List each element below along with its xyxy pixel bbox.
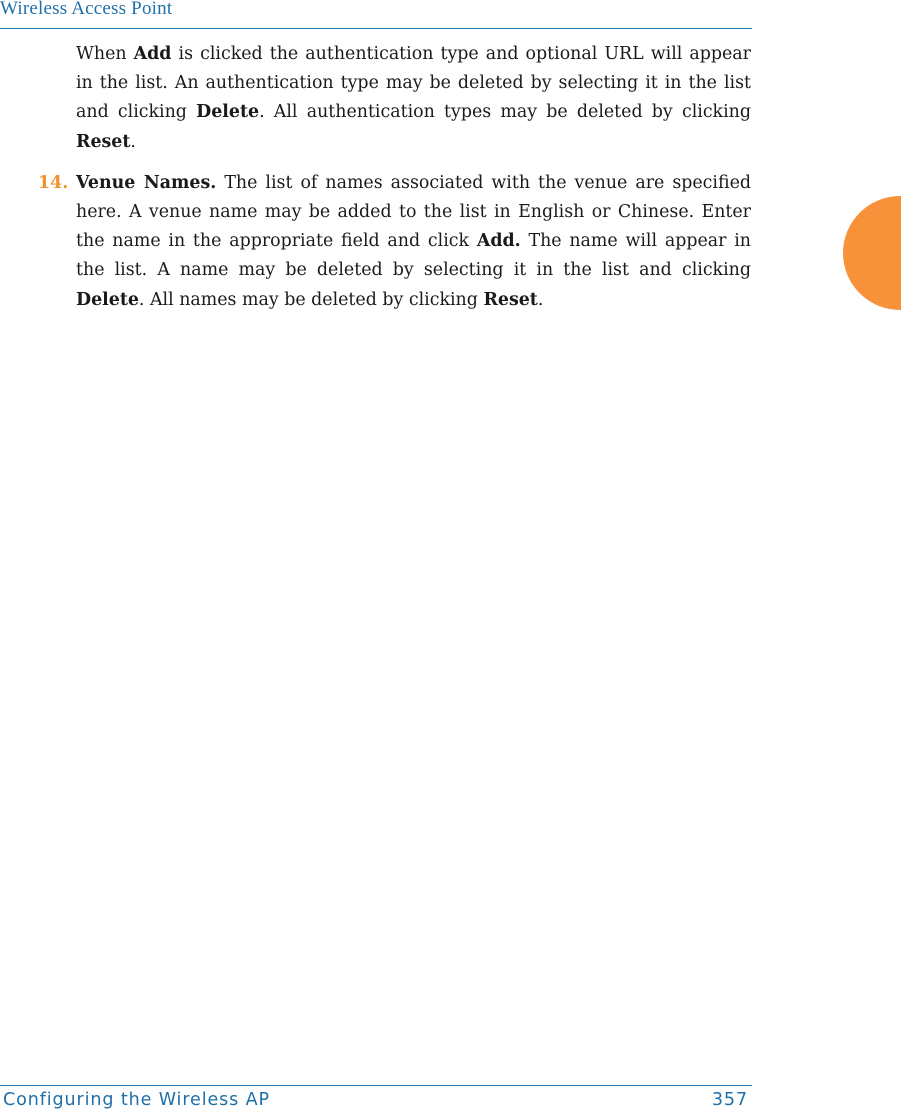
bold-term-reset: Reset bbox=[483, 289, 538, 310]
bold-term-reset: Reset bbox=[76, 131, 131, 152]
page-content bbox=[38, 40, 752, 315]
text-run: is clicked the authentication type and optional URL will appear in the list. An authentication type may be deleted by selecting it in the list and clicking bbox=[76, 44, 751, 123]
text-run: . bbox=[130, 131, 136, 152]
bold-term-add: Add. bbox=[476, 231, 521, 252]
text-run: When bbox=[76, 44, 134, 64]
bold-term-delete: Delete bbox=[76, 289, 139, 310]
page-number: 357 bbox=[711, 1090, 748, 1110]
chapter-tab-marker bbox=[843, 196, 901, 310]
bold-term-add: Add bbox=[133, 44, 172, 64]
text-run: . All authentication types may be deleted by clicking bbox=[259, 102, 751, 123]
list-item-venue-names bbox=[38, 169, 752, 315]
text-run: . bbox=[537, 289, 544, 310]
list-item-number: 14. bbox=[38, 172, 69, 193]
text-run: The name will appear in the list. A name may be deleted by selecting it in the list and clicking bbox=[76, 231, 751, 281]
footer-divider bbox=[0, 1085, 752, 1086]
footer-section-title: Configuring the Wireless AP bbox=[3, 1090, 270, 1110]
header-divider bbox=[0, 28, 752, 29]
running-header: Wireless Access Point bbox=[0, 0, 173, 19]
list-item-heading: Venue Names. bbox=[76, 172, 217, 193]
text-run: The list of names associated with the venue are specified here. A venue name may be added to the list in English or Chinese. Enter the name in the appropriate field and click bbox=[76, 172, 752, 252]
bold-term-delete: Delete bbox=[196, 102, 260, 123]
paragraph-authentication-types bbox=[76, 40, 751, 157]
text-run: . All names may be deleted by clicking bbox=[138, 289, 484, 310]
